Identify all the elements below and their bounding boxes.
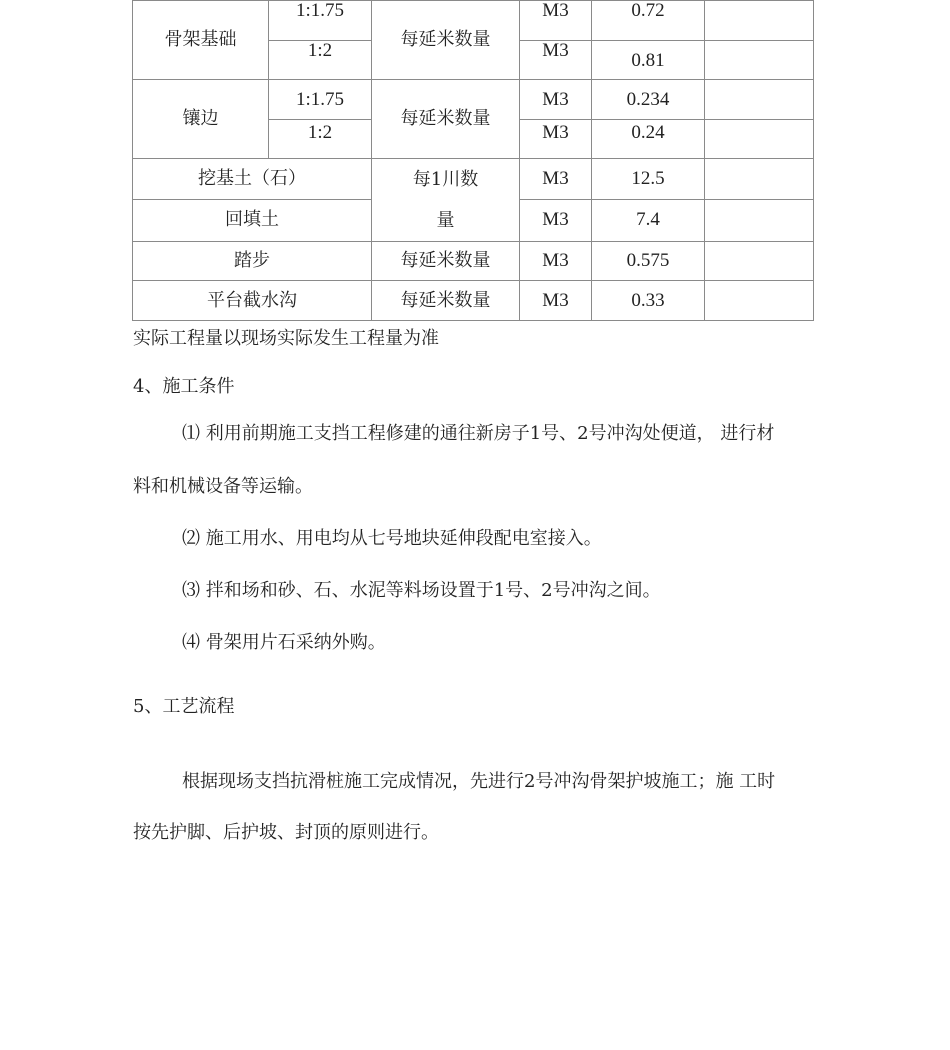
ratio-cell: 1:1.75 xyxy=(269,80,372,120)
quantity-cell: 0.33 xyxy=(592,281,705,321)
item-name-cell: 挖基土（石） xyxy=(133,159,372,200)
measure-cell: 每延米数量 xyxy=(372,1,520,80)
unit-cell: M3 xyxy=(520,120,592,159)
unit-cell: M3 xyxy=(520,41,592,80)
measure-cell xyxy=(372,159,520,242)
quantity-cell: 0.234 xyxy=(592,80,705,120)
measure-cell: 每延米数量 xyxy=(372,80,520,159)
table-row xyxy=(133,80,814,120)
quantity-cell: 0.81 xyxy=(592,41,705,80)
quantity-cell: 0.72 xyxy=(592,1,705,41)
item-name-cell: 踏步 xyxy=(133,242,372,281)
remark-cell xyxy=(705,120,814,159)
remark-cell xyxy=(705,242,814,281)
condition-item-2: ⑵ 施工用水、用电均从七号地块延伸段配电室接入。 xyxy=(182,528,602,549)
unit-cell: M3 xyxy=(520,1,592,41)
quantity-table xyxy=(132,0,814,321)
remark-cell xyxy=(705,199,814,241)
section-5-heading: 5、工艺流程 xyxy=(133,696,235,717)
condition-item-4: ⑷ 骨架用片石采纳外购。 xyxy=(182,632,386,653)
item-name-cell: 回填土 xyxy=(133,199,372,241)
table-row xyxy=(133,281,814,321)
remark-cell xyxy=(705,41,814,80)
item-name-cell: 平台截水沟 xyxy=(133,281,372,321)
measure-cell: 每延米数量 xyxy=(372,281,520,321)
process-paragraph-line-2: 按先护脚、后护坡、封顶的原则进行。 xyxy=(133,822,439,843)
unit-cell: M3 xyxy=(520,199,592,241)
unit-cell: M3 xyxy=(520,281,592,321)
unit-cell: M3 xyxy=(520,80,592,120)
table-row xyxy=(133,1,814,41)
item-name-cell: 骨架基础 xyxy=(133,1,269,80)
unit-cell: M3 xyxy=(520,242,592,281)
remark-cell xyxy=(705,80,814,120)
process-paragraph-line-1: 根据现场支挡抗滑桩施工完成情况，先进行2号冲沟骨架护坡施工；施 工时 xyxy=(182,771,776,792)
table-row xyxy=(133,242,814,281)
item-name-cell: 镶边 xyxy=(133,80,269,159)
measure-cell: 每延米数量 xyxy=(372,242,520,281)
condition-item-3: ⑶ 拌和场和砂、石、水泥等料场设置于1号、2号冲沟之间。 xyxy=(182,580,661,601)
table-footnote: 实际工程量以现场实际发生工程量为准 xyxy=(133,328,439,349)
measure-text-part: 量 xyxy=(436,210,455,231)
remark-cell xyxy=(705,159,814,200)
quantity-cell: 0.575 xyxy=(592,242,705,281)
ratio-cell: 1:2 xyxy=(269,120,372,159)
unit-cell: M3 xyxy=(520,159,592,200)
quantity-cell: 7.4 xyxy=(592,199,705,241)
table-row xyxy=(133,159,814,200)
remark-cell xyxy=(705,1,814,41)
section-4-heading: 4、施工条件 xyxy=(133,376,235,397)
ratio-cell: 1:2 xyxy=(269,41,372,80)
quantity-cell: 0.24 xyxy=(592,120,705,159)
remark-cell xyxy=(705,281,814,321)
ratio-cell: 1:1.75 xyxy=(269,1,372,41)
condition-item-1-line-1: ⑴ 利用前期施工支挡工程修建的通往新房子1号、2号冲沟处便道， 进行材 xyxy=(182,423,775,444)
quantity-cell: 12.5 xyxy=(592,159,705,200)
measure-text-part: 每1川数 xyxy=(412,169,479,190)
condition-item-1-line-2: 料和机械设备等运输。 xyxy=(133,476,313,497)
